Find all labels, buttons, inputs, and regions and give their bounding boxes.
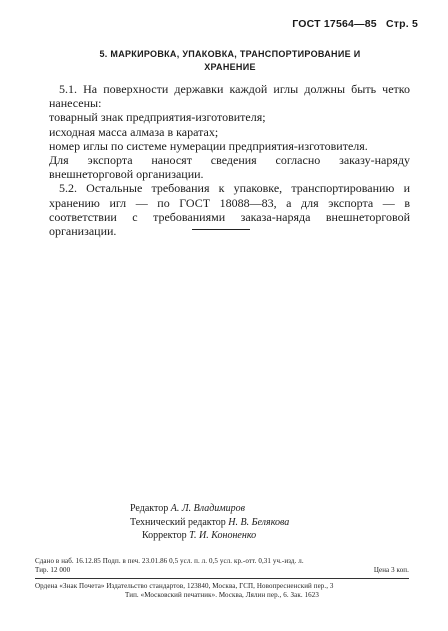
publication-info	[35, 557, 409, 575]
publication-dates: Сдано в наб. 16.12.85 Подп. в печ. 23.01.86 0,5 усл. п. л. 0,5 усл. кр.-отт. 0,31 уч.-изд. л.	[35, 557, 304, 565]
section-title-line2: ХРАНЕНИЕ	[204, 62, 256, 72]
section-divider	[192, 229, 250, 230]
tech-editor-name: Н. В. Белякова	[228, 516, 290, 528]
paragraph-5-2: 5.2. Остальные требования к упаковке, транспортированию и хранению игл — по ГОСТ 18088—83, а для экспорта — в соответствии с требованиями заказа-наряда внешнеторговой организации.	[49, 181, 410, 239]
price: Цена 3 коп.	[373, 566, 409, 574]
corrector-label: Корректор	[142, 530, 187, 542]
standard-number: ГОСТ 17564—85	[292, 18, 377, 30]
corrector-line	[130, 529, 289, 543]
corrector-name: Т. И. Кононенко	[189, 530, 257, 542]
list-item-diamond-mass: исходная масса алмаза в каратах;	[49, 124, 219, 139]
publisher-info	[35, 582, 409, 600]
tech-editor-label: Технический редактор	[130, 516, 226, 528]
editor-label: Редактор	[130, 503, 169, 514]
print-run: Тир. 12 000	[35, 566, 71, 574]
list-item-needle-number: номер иглы по системе нумерации предприятия-изготовителя.	[49, 138, 368, 153]
editor-name: А. Л. Владимиров	[170, 503, 245, 514]
list-item-trademark: товарный знак предприятия-изготовителя;	[49, 110, 266, 125]
section-title-line1: 5. МАРКИРОВКА, УПАКОВКА, ТРАНСПОРТИРОВАНИЕ И	[99, 49, 361, 59]
publisher-address: Ордена «Знак Почета» Издательство стандартов, 123840, Москва, ГСП, Новопресненский пер., 3	[35, 582, 334, 590]
publication-divider	[35, 578, 409, 579]
credits-block	[130, 502, 289, 543]
paragraph-export: Для экспорта наносят сведения согласно заказу-наряду внешнеторговой организации.	[49, 153, 410, 182]
publication-print-run	[35, 566, 409, 575]
section-title	[40, 48, 420, 74]
page-header	[286, 18, 418, 30]
section-body	[49, 82, 410, 238]
paragraph-5-1: 5.1. На поверхности державки каждой иглы должны быть четко нанесены:	[49, 82, 410, 111]
printer-address: Тип. «Московский печатник». Москва, Лялин пер., 6. Зак. 1623	[125, 591, 319, 599]
editor-line	[130, 502, 289, 516]
page-number: Стр. 5	[385, 18, 418, 30]
tech-editor-line	[130, 516, 289, 530]
